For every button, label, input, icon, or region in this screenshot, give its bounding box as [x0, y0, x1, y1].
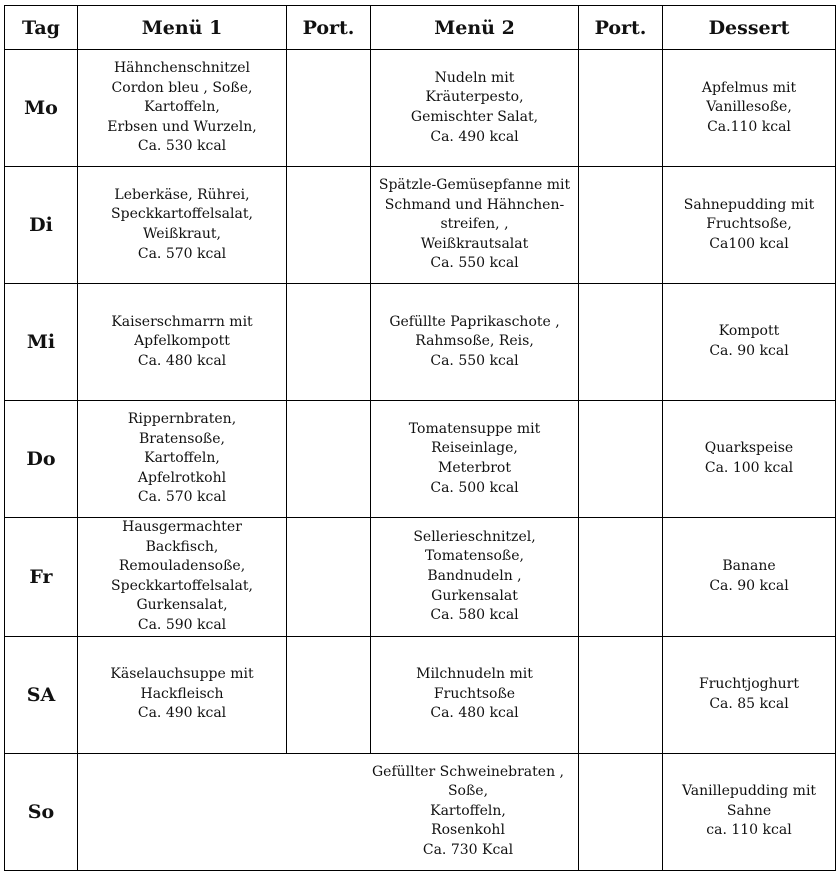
- header-tag: Tag: [5, 6, 78, 50]
- dessert-text: Quarkspeise Ca. 100 kcal: [704, 440, 794, 476]
- table-row-friday: [5, 518, 836, 637]
- menu-2-text: Gefüllte Paprikaschote , Rahmsoße, Reis, Ca. 550 kcal: [389, 313, 560, 369]
- menu-2-text: Sellerieschnitzel, Tomatensoße, Bandnudeln , Gurkensalat Ca. 580 kcal: [413, 528, 536, 624]
- portion-2-cell[interactable]: [579, 518, 663, 637]
- dessert-text: Sahnepudding mit Fruchtsoße, Ca100 kcal: [683, 196, 815, 252]
- table-row-sunday: [5, 753, 836, 870]
- menu-2-text: Tomatensuppe mit Reiseinlage, Meterbrot Ca. 500 kcal: [408, 420, 541, 496]
- portion-2-cell[interactable]: [579, 753, 663, 870]
- menu-1-text: Kaiserschmarrn mit Apfelkompott Ca. 480 kcal: [111, 313, 253, 369]
- dessert-cell: [663, 284, 836, 401]
- dessert-text: Fruchtjoghurt Ca. 85 kcal: [699, 675, 799, 712]
- menu-2-text: Spätzle-Gemüsepfanne mit Schmand und Hähnchen- streifen, , Weißkrautsalat Ca. 550 kcal: [378, 177, 571, 272]
- portion-2-cell[interactable]: [579, 284, 663, 401]
- day-label: So: [5, 753, 78, 870]
- header-menu-1: Menü 1: [78, 6, 287, 50]
- dessert-text: Kompott Ca. 90 kcal: [709, 323, 789, 359]
- menu-1-text: Rippernbraten, Bratensoße, Kartoffeln, Apfelrotkohl Ca. 570 kcal: [127, 411, 237, 506]
- header-dessert: Dessert: [663, 6, 836, 50]
- dessert-cell: [663, 50, 836, 167]
- dessert-cell: [663, 518, 836, 637]
- menu-2-text: Nudeln mit Kräuterpesto, Gemischter Salat, Ca. 490 kcal: [410, 69, 539, 145]
- dessert-cell: [663, 401, 836, 518]
- table-row-monday: [5, 50, 836, 167]
- menu-1-text: Leberkäse, Rührei, Speckkartoffelsalat, Weißkraut, Ca. 570 kcal: [111, 186, 253, 262]
- menu-2-text: Milchnudeln mit Fruchtsoße Ca. 480 kcal: [416, 666, 533, 722]
- weekly-menu-table: [4, 5, 836, 871]
- table-row-saturday: [5, 636, 836, 753]
- menu-1-text: Käselauchsuppe mit Hackfleisch Ca. 490 kcal: [110, 666, 254, 722]
- portion-2-cell[interactable]: [579, 50, 663, 167]
- menu-merged-cell: [78, 753, 579, 870]
- dessert-text: Vanillepudding mit Sahne ca. 110 kcal: [681, 783, 817, 839]
- dessert-cell: [663, 167, 836, 284]
- dessert-cell: [663, 753, 836, 870]
- menu-1-cell: [78, 284, 287, 401]
- portion-1-cell[interactable]: [287, 50, 371, 167]
- menu-2-cell: [371, 50, 579, 167]
- menu-1-cell: [78, 636, 287, 753]
- menu-1-cell: [78, 50, 287, 167]
- menu-1-text: Hähnchenschnitzel Cordon bleu , Soße, Kartoffeln, Erbsen und Wurzeln, Ca. 530 kcal: [107, 60, 257, 155]
- header-portion-2: Port.: [579, 6, 663, 50]
- portion-1-cell[interactable]: [287, 167, 371, 284]
- menu-2-cell: [371, 284, 579, 401]
- table-row-wednesday: [5, 284, 836, 401]
- day-label: Mi: [5, 284, 78, 401]
- menu-1-cell: [78, 518, 287, 637]
- menu-2-cell: [371, 167, 579, 284]
- table-row-tuesday: [5, 167, 836, 284]
- menu-2-cell: [371, 401, 579, 518]
- portion-2-cell[interactable]: [579, 636, 663, 753]
- portion-1-cell[interactable]: [287, 401, 371, 518]
- day-label: Di: [5, 167, 78, 284]
- day-label: Fr: [5, 518, 78, 637]
- menu-2-text: Gefüllter Schweinebraten , Soße, Kartoffeln, Rosenkohl Ca. 730 Kcal: [371, 763, 564, 858]
- portion-1-cell[interactable]: [287, 636, 371, 753]
- portion-2-cell[interactable]: [579, 167, 663, 284]
- menu-1-cell: [78, 401, 287, 518]
- dessert-text: Banane Ca. 90 kcal: [709, 558, 789, 594]
- menu-1-cell: [78, 167, 287, 284]
- table-row-thursday: [5, 401, 836, 518]
- menu-2-cell: [371, 636, 579, 753]
- portion-2-cell[interactable]: [579, 401, 663, 518]
- menu-2-cell: [371, 518, 579, 637]
- header-row: [5, 6, 836, 50]
- dessert-text: Apfelmus mit Vanillesoße, Ca.110 kcal: [701, 79, 797, 135]
- dessert-cell: [663, 636, 836, 753]
- day-label: SA: [5, 636, 78, 753]
- header-portion-1: Port.: [287, 6, 371, 50]
- portion-1-cell[interactable]: [287, 284, 371, 401]
- header-menu-2: Menü 2: [371, 6, 579, 50]
- portion-1-cell[interactable]: [287, 518, 371, 637]
- day-label: Do: [5, 401, 78, 518]
- day-label: Mo: [5, 50, 78, 167]
- menu-1-text: Hausgermachter Backfisch, Remouladensoße, Speckkartoffelsalat, Gurkensalat, Ca. 590 kcal: [111, 519, 253, 633]
